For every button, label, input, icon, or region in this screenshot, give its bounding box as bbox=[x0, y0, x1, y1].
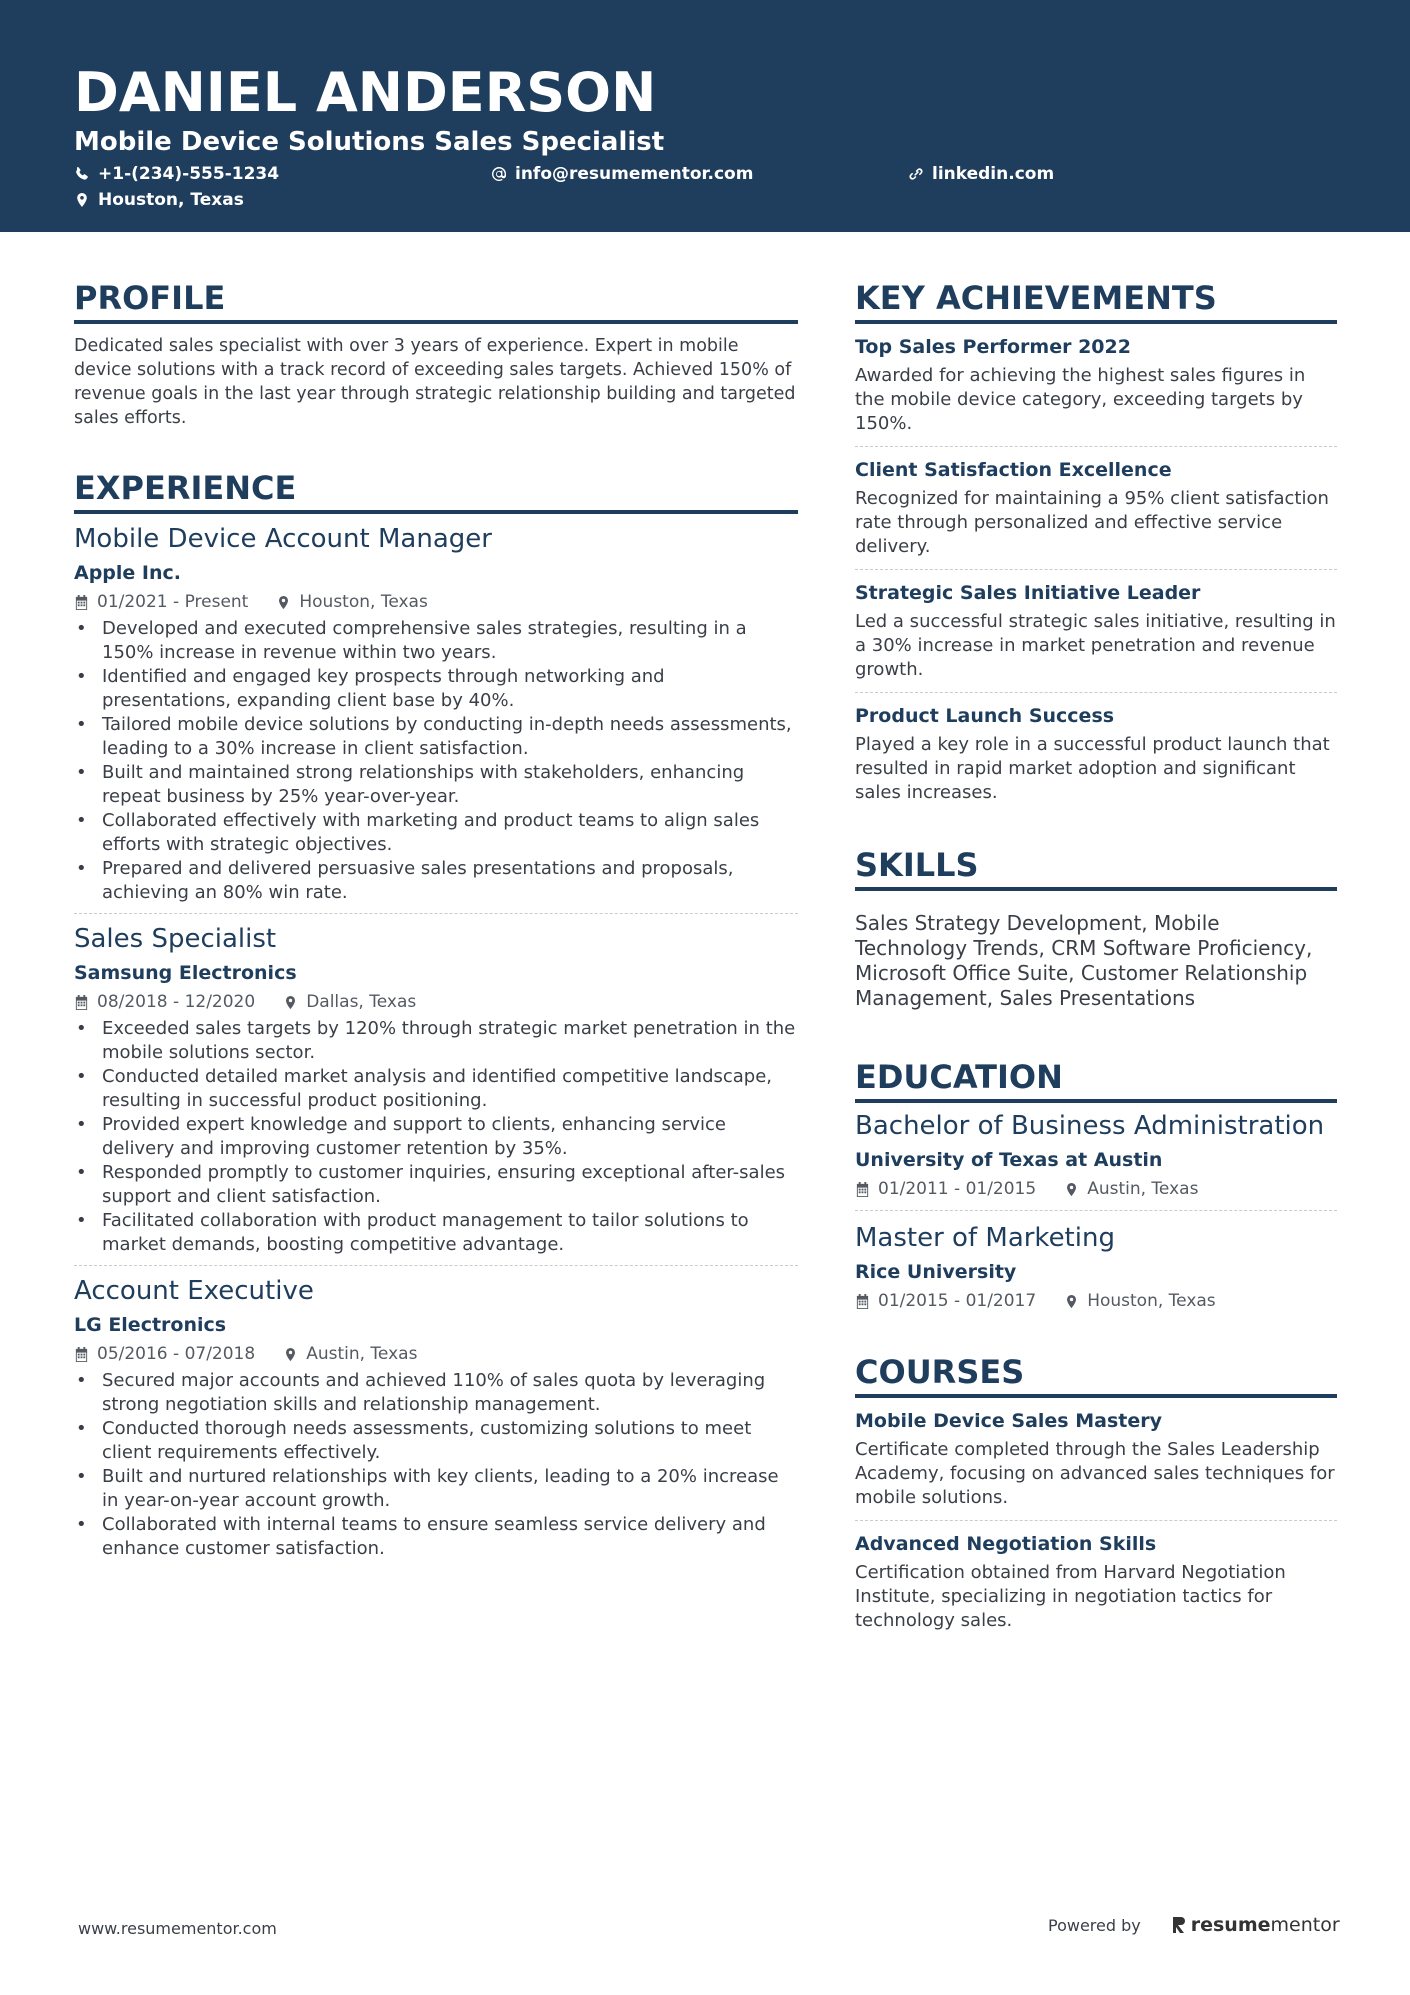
job-dates: 08/2018 - 12/2020 bbox=[97, 992, 256, 1012]
candidate-name: DANIEL ANDERSON bbox=[74, 61, 657, 124]
job-bullet: • Identified and engaged key prospects through networking and presentations, expanding client base by 40%. bbox=[74, 665, 798, 713]
calendar-icon bbox=[74, 1347, 89, 1362]
education-item bbox=[855, 1103, 1337, 1210]
job-company: Apple Inc. bbox=[74, 562, 181, 584]
job-dates: 05/2016 - 07/2018 bbox=[97, 1344, 256, 1364]
job-bullets bbox=[74, 1017, 798, 1257]
job-bullet: • Developed and executed comprehensive sales strategies, resulting in a 150% increase in revenue within two years. bbox=[74, 617, 798, 665]
courses-section bbox=[855, 1352, 1337, 1643]
course-item bbox=[855, 1520, 1337, 1643]
job-entry bbox=[74, 913, 798, 1265]
achievements-section bbox=[855, 278, 1337, 815]
job-entry bbox=[74, 522, 798, 913]
education-dates: 01/2015 - 01/2017 bbox=[878, 1291, 1037, 1311]
education-meta bbox=[855, 1178, 1337, 1200]
brand-name-light: mentor bbox=[1270, 1914, 1340, 1936]
location-text: Houston, Texas bbox=[98, 190, 244, 210]
job-company: LG Electronics bbox=[74, 1314, 227, 1336]
skills-text: Sales Strategy Development, Mobile Technology Trends, CRM Software Proficiency, Microsoft Office Suite, Customer Relationship Management, Sales Presentations bbox=[855, 911, 1313, 1010]
education-location-text: Austin, Texas bbox=[1087, 1179, 1199, 1199]
course-desc: Certificate completed through the Sales Leadership Academy, focusing on advanced sales techniques for mobile solutions. bbox=[855, 1439, 1335, 1508]
course-item bbox=[855, 1398, 1337, 1520]
achievement-item bbox=[855, 446, 1337, 569]
contact-phone bbox=[74, 163, 279, 185]
profile-section bbox=[74, 278, 798, 430]
job-dates: 01/2021 - Present bbox=[97, 592, 249, 612]
education-location-text: Houston, Texas bbox=[1087, 1291, 1216, 1311]
achievement-desc: Led a successful strategic sales initiative, resulting in a 30% increase in market penetration and revenue growth. bbox=[855, 611, 1336, 680]
location-pin-icon bbox=[1064, 1294, 1079, 1309]
achievement-item bbox=[855, 692, 1337, 815]
skills-heading: SKILLS bbox=[855, 845, 1337, 891]
achievement-item bbox=[855, 324, 1337, 446]
experience-heading: EXPERIENCE bbox=[74, 468, 798, 514]
education-dates: 01/2011 - 01/2015 bbox=[878, 1179, 1037, 1199]
at-icon bbox=[491, 166, 507, 182]
job-bullets bbox=[74, 1369, 798, 1561]
profile-text: Dedicated sales specialist with over 3 years of experience. Expert in mobile device solutions with a track record of exceeding sales targets. Achieved 150% of revenue goals in the last year through strategic relationship building and targeted sales efforts. bbox=[74, 336, 796, 428]
skills-section bbox=[855, 845, 1337, 1011]
job-meta bbox=[74, 991, 798, 1013]
job-location-text: Houston, Texas bbox=[299, 592, 428, 612]
job-bullet: • Exceeded sales targets by 120% through strategic market penetration in the mobile solutions sector. bbox=[74, 1017, 798, 1065]
brand-name-bold: resume bbox=[1190, 1914, 1271, 1936]
job-bullet: • Conducted detailed market analysis and identified competitive landscape, resulting in successful product positioning. bbox=[74, 1065, 798, 1113]
education-degree: Master of Marketing bbox=[855, 1223, 1115, 1253]
course-title: Mobile Device Sales Mastery bbox=[855, 1410, 1162, 1432]
candidate-title: Mobile Device Solutions Sales Specialist bbox=[74, 127, 665, 157]
job-location-text: Dallas, Texas bbox=[306, 992, 417, 1012]
contact-location bbox=[74, 189, 244, 211]
phone-text: +1-(234)-555-1234 bbox=[98, 164, 280, 184]
powered-by-text: Powered by bbox=[1048, 1915, 1141, 1935]
brand-logo-icon bbox=[1171, 1915, 1187, 1935]
education-heading: EDUCATION bbox=[855, 1057, 1337, 1103]
location-pin-icon bbox=[74, 192, 90, 208]
job-bullet: • Collaborated effectively with marketing and product teams to align sales efforts with strategic objectives. bbox=[74, 809, 798, 857]
location-pin-icon bbox=[276, 595, 291, 610]
achievements-heading: KEY ACHIEVEMENTS bbox=[855, 278, 1337, 324]
education-school: University of Texas at Austin bbox=[855, 1149, 1163, 1171]
education-location bbox=[1064, 1290, 1215, 1312]
job-bullet: • Built and maintained strong relationships with stakeholders, enhancing repeat business by 25% year-over-year. bbox=[74, 761, 798, 809]
course-title: Advanced Negotiation Skills bbox=[855, 1533, 1157, 1555]
job-bullet: • Provided expert knowledge and support to clients, enhancing service delivery and improving customer retention by 35%. bbox=[74, 1113, 798, 1161]
job-meta bbox=[74, 591, 798, 613]
achievement-title: Product Launch Success bbox=[855, 705, 1115, 727]
education-school: Rice University bbox=[855, 1261, 1017, 1283]
education-section bbox=[855, 1057, 1337, 1322]
calendar-icon bbox=[74, 595, 89, 610]
job-location bbox=[283, 1343, 417, 1365]
job-title: Sales Specialist bbox=[74, 924, 277, 954]
job-location bbox=[283, 991, 416, 1013]
education-item bbox=[855, 1210, 1337, 1322]
location-pin-icon bbox=[283, 1347, 298, 1362]
job-location bbox=[276, 591, 427, 613]
job-bullet: • Conducted thorough needs assessments, customizing solutions to meet client requirements effectively. bbox=[74, 1417, 798, 1465]
location-pin-icon bbox=[1064, 1182, 1079, 1197]
job-title: Mobile Device Account Manager bbox=[74, 524, 492, 554]
job-bullet: • Built and nurtured relationships with key clients, leading to a 20% increase in year-on-year account growth. bbox=[74, 1465, 798, 1513]
job-entry bbox=[74, 1265, 798, 1569]
calendar-icon bbox=[74, 995, 89, 1010]
achievement-title: Client Satisfaction Excellence bbox=[855, 459, 1172, 481]
contact-linkedin[interactable] bbox=[908, 163, 1054, 185]
education-degree: Bachelor of Business Administration bbox=[855, 1111, 1325, 1141]
brand-logo[interactable] bbox=[1171, 1914, 1340, 1936]
right-column bbox=[855, 278, 1337, 1643]
achievement-title: Strategic Sales Initiative Leader bbox=[855, 582, 1201, 604]
link-icon bbox=[908, 166, 924, 182]
resume-header bbox=[0, 0, 1410, 232]
achievement-desc: Awarded for achieving the highest sales figures in the mobile device category, exceeding targets by 150%. bbox=[855, 365, 1306, 434]
linkedin-text: linkedin.com bbox=[932, 164, 1055, 184]
achievement-desc: Played a key role in a successful product launch that resulted in rapid market adoption and significant sales increases. bbox=[855, 734, 1330, 803]
job-bullet: • Facilitated collaboration with product management to tailor solutions to market demands, boosting competitive advantage. bbox=[74, 1209, 798, 1257]
email-text: info@resumementor.com bbox=[515, 164, 754, 184]
calendar-icon bbox=[855, 1294, 870, 1309]
achievement-item bbox=[855, 569, 1337, 692]
phone-icon bbox=[74, 166, 90, 182]
job-title: Account Executive bbox=[74, 1276, 314, 1306]
footer-website[interactable]: www.resumementor.com bbox=[78, 1919, 277, 1938]
course-desc: Certification obtained from Harvard Negotiation Institute, specializing in negotiation tactics for technology sales. bbox=[855, 1562, 1286, 1631]
location-pin-icon bbox=[283, 995, 298, 1010]
left-column bbox=[74, 278, 798, 1569]
job-bullet: • Prepared and delivered persuasive sales presentations and proposals, achieving an 80% win rate. bbox=[74, 857, 798, 905]
job-bullet: • Responded promptly to customer inquiries, ensuring exceptional after-sales support and client satisfaction. bbox=[74, 1161, 798, 1209]
experience-section bbox=[74, 468, 798, 1569]
job-location-text: Austin, Texas bbox=[306, 1344, 418, 1364]
job-meta bbox=[74, 1343, 798, 1365]
footer-branding bbox=[1048, 1914, 1340, 1936]
education-meta bbox=[855, 1290, 1337, 1312]
education-location bbox=[1064, 1178, 1198, 1200]
job-bullet: • Secured major accounts and achieved 110% of sales quota by leveraging strong negotiation skills and relationship management. bbox=[74, 1369, 798, 1417]
profile-heading: PROFILE bbox=[74, 278, 798, 324]
job-bullet: • Collaborated with internal teams to ensure seamless service delivery and enhance customer satisfaction. bbox=[74, 1513, 798, 1561]
job-company: Samsung Electronics bbox=[74, 962, 297, 984]
contact-email[interactable] bbox=[491, 163, 753, 185]
courses-heading: COURSES bbox=[855, 1352, 1337, 1398]
calendar-icon bbox=[855, 1182, 870, 1197]
job-bullets bbox=[74, 617, 798, 905]
achievement-desc: Recognized for maintaining a 95% client satisfaction rate through personalized and effective service delivery. bbox=[855, 488, 1329, 557]
achievement-title: Top Sales Performer 2022 bbox=[855, 336, 1131, 358]
job-bullet: • Tailored mobile device solutions by conducting in-depth needs assessments, leading to a 30% increase in client satisfaction. bbox=[74, 713, 798, 761]
